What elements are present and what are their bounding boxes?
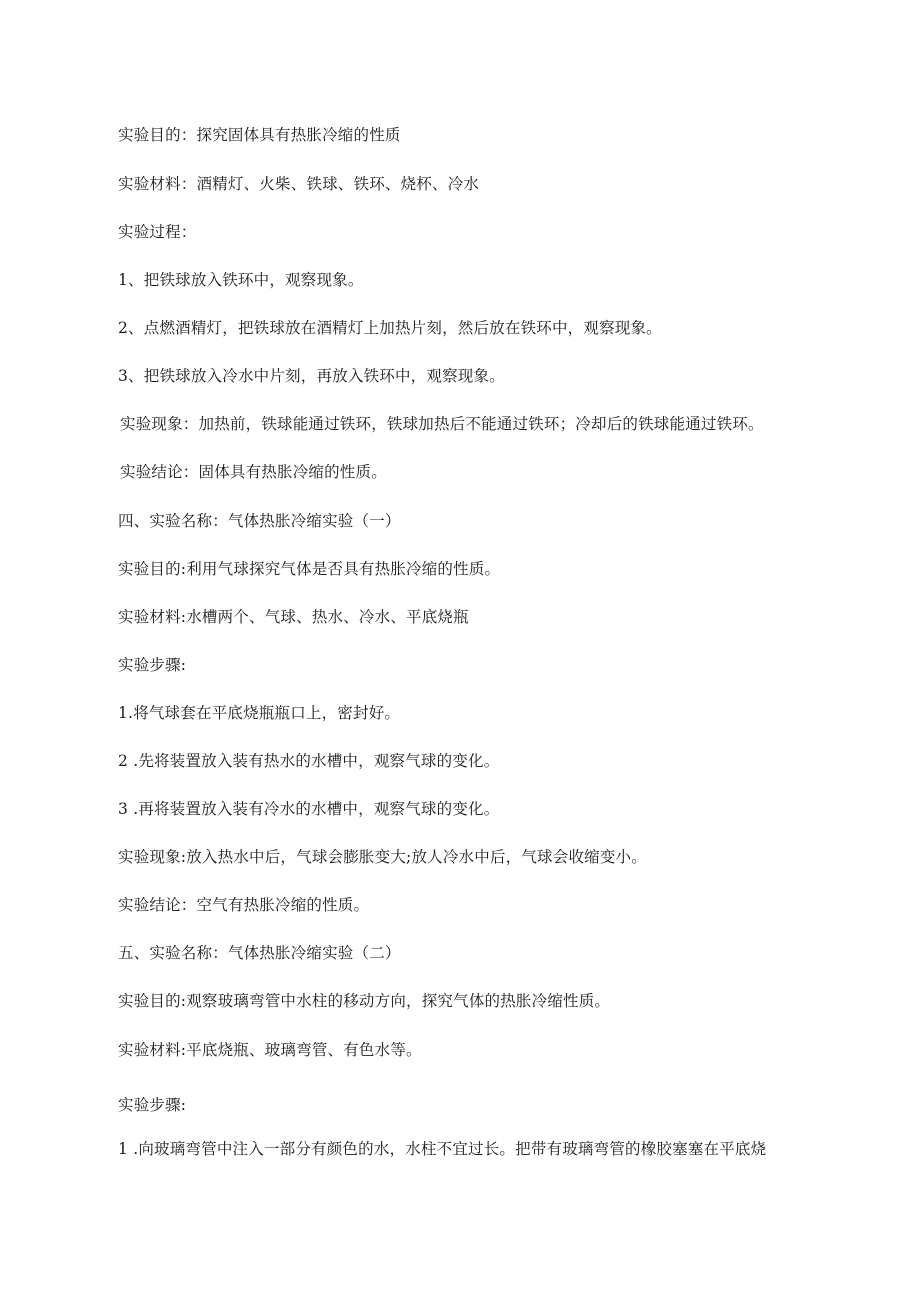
process-heading: 实验过程： bbox=[118, 223, 197, 241]
section-heading-4: 四、实验名称：气体热胀冷缩实验（一） bbox=[118, 512, 401, 530]
purpose-line-solid: 实验目的：探究固体具有热胀冷缩的性质 bbox=[118, 126, 401, 144]
gas-2-step-1: 1 .向玻璃弯管中注入一部分有颜色的水，水柱不宜过长。把带有玻璃弯管的橡胶塞塞在平底烧 bbox=[118, 1140, 767, 1158]
steps-heading-gas-2: 实验步骤: bbox=[118, 1096, 187, 1114]
process-step-2: 2、点燃酒精灯，把铁球放在酒精灯上加热片刻，然后放在铁环中，观察现象。 bbox=[118, 319, 662, 337]
conclusion-line-gas-1: 实验结论：空气有热胀冷缩的性质。 bbox=[118, 896, 370, 914]
materials-line-gas-2: 实验材料:平底烧瓶、玻璃弯管、有色水等。 bbox=[118, 1041, 422, 1059]
process-step-1: 1、把铁球放入铁环中，观察现象。 bbox=[118, 271, 364, 289]
materials-line-gas-1: 实验材料:水槽两个、气球、热水、冷水、平底烧瓶 bbox=[118, 608, 469, 626]
section-heading-5: 五、实验名称：气体热胀冷缩实验（二） bbox=[118, 944, 401, 962]
process-step-3: 3、把铁球放入冷水中片刻，再放入铁环中，观察现象。 bbox=[118, 367, 505, 385]
conclusion-line-solid: 实验结论：固体具有热胀冷缩的性质。 bbox=[120, 463, 387, 481]
phenomenon-line-solid: 实验现象：加热前，铁球能通过铁环，铁球加热后不能通过铁环；冷却后的铁球能通过铁环。 bbox=[120, 415, 764, 433]
phenomenon-line-gas-1: 实验现象:放入热水中后，气球会膨胀变大;放人冷水中后，气球会收缩变小。 bbox=[118, 848, 647, 866]
purpose-line-gas-1: 实验目的:利用气球探究气体是否具有热胀冷缩的性质。 bbox=[118, 560, 501, 578]
gas-1-step-3: 3 .再将装置放入装有冷水的水槽中，观察气球的变化。 bbox=[118, 800, 500, 818]
gas-1-step-1: 1.将气球套在平底烧瓶瓶口上，密封好。 bbox=[118, 704, 401, 722]
gas-1-step-2: 2 .先将装置放入装有热水的水槽中，观察气球的变化。 bbox=[118, 752, 500, 770]
purpose-line-gas-2: 实验目的:观察玻璃弯管中水柱的移动方向，探究气体的热胀冷缩性质。 bbox=[118, 992, 611, 1010]
steps-heading-gas-1: 实验步骤: bbox=[118, 656, 187, 674]
materials-line-solid: 实验材料：酒精灯、火柴、铁球、铁环、烧杯、冷水 bbox=[118, 175, 480, 193]
